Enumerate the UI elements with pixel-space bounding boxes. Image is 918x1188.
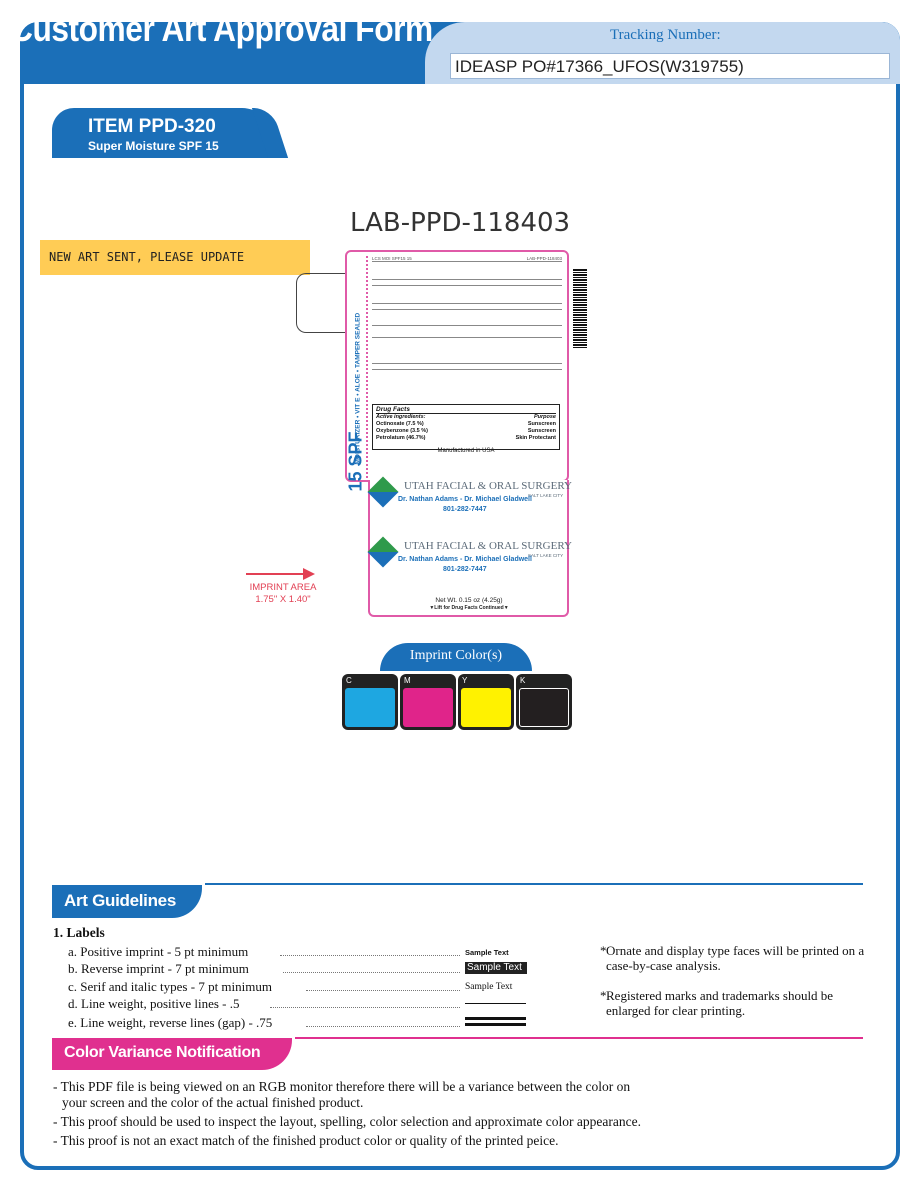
- drug-facts-box: [372, 404, 560, 450]
- form-title: Customer Art Approval Form: [10, 8, 433, 49]
- diamond-logo-icon: [367, 476, 398, 507]
- guideline-note: * Ornate and display type faces will be printed on a case-by-case analysis.: [600, 943, 865, 973]
- logo-phone: 801-282-7447: [443, 506, 487, 513]
- swatch-cyan: C: [342, 674, 398, 730]
- guideline-item: e. Line weight, reverse lines (gap) - .75: [68, 1015, 273, 1030]
- lift-instruction: ▼Lift for Drug Facts Continued▼: [429, 605, 509, 611]
- guidelines-title: Art Guidelines: [64, 891, 176, 910]
- color-variance-line: - This proof should be used to inspect the layout, spelling, color selection and approximate color appearance.: [53, 1114, 641, 1129]
- sample-thick-line: [465, 1023, 526, 1026]
- net-weight: Net Wt. 0.15 oz (4.25g): [435, 597, 503, 604]
- logo-name: UTAH FACIAL & ORAL SURGERY: [404, 480, 572, 492]
- sample-positive: Sample Text: [465, 948, 509, 957]
- sample-reverse: Sample Text: [465, 962, 527, 974]
- imprint-area-note: [228, 582, 338, 606]
- perforation-line: [366, 256, 370, 478]
- color-variance-rule: [295, 1037, 863, 1039]
- spf-vertical-text: MOISTURIZER • VIT E • ALOE • TAMPER SEALED: [354, 312, 362, 465]
- logo-name: UTAH FACIAL & ORAL SURGERY: [404, 540, 572, 552]
- notice-bracket: [296, 273, 346, 333]
- asterisk-icon: *: [600, 988, 607, 1003]
- drug-facts-row: Oxybenzone (3.5 %) Sunscreen: [376, 428, 556, 434]
- spf-big-text: 15 SPF: [345, 431, 366, 492]
- swatch-magenta: M: [400, 674, 456, 730]
- swatch-yellow: Y: [458, 674, 514, 730]
- label-lab-code: LAB-PPD-118403: [526, 256, 562, 261]
- label-fine-print: LCS MOI SPF15 15 LAB-PPD-118403: [372, 256, 562, 370]
- sample-serif: Sample Text: [465, 982, 513, 992]
- tracking-number-label: Tracking Number:: [610, 27, 721, 43]
- logo-city: SALT LAKE CITY: [528, 493, 564, 498]
- logo-city: SALT LAKE CITY: [528, 553, 564, 558]
- lab-code: LAB-PPD-118403: [350, 208, 571, 238]
- sample-thin-line: [465, 1003, 526, 1004]
- drug-facts-header-right: Purpose: [533, 414, 556, 420]
- manufactured-text: Manufactured in USA: [437, 448, 495, 454]
- logo-phone: 801-282-7447: [443, 566, 487, 573]
- tracking-number-field[interactable]: IDEASP PO#17366_UFOS(W319755): [450, 53, 890, 79]
- spf-strip: [345, 256, 366, 492]
- imprint-logo-1: [370, 477, 572, 525]
- drug-facts-title: Drug Facts: [376, 406, 556, 414]
- logo-doctors: Dr. Nathan Adams - Dr. Michael Gladwell: [398, 556, 532, 563]
- barcode-icon: [573, 268, 587, 348]
- imprint-area-size: 1.75" X 1.40": [255, 594, 311, 605]
- drug-facts-row: Octinoxate (7.5 %) Sunscreen: [376, 421, 556, 427]
- asterisk-icon: *: [600, 943, 607, 958]
- imprint-area-label: IMPRINT AREA: [249, 582, 317, 593]
- drug-facts-header-left: Active ingredients:: [376, 414, 426, 420]
- color-variance-line: - This PDF file is being viewed on an RGB monitor therefore there will be a variance between the color on: [53, 1079, 631, 1094]
- guideline-item: d. Line weight, positive lines - .5: [68, 996, 240, 1011]
- color-variance-line: - This proof is not an exact match of the finished product color or quality of the printed peice.: [53, 1133, 559, 1148]
- imprint-logo-2: [370, 537, 572, 585]
- arrow-right-icon: [246, 573, 306, 575]
- item-number: ITEM PPD-320: [88, 116, 216, 137]
- swatch-black: K: [516, 674, 572, 730]
- arrow-head-icon: [303, 568, 315, 580]
- guideline-note: * Registered marks and trademarks should be enlarged for clear printing.: [600, 988, 834, 1018]
- color-variance-title: Color Variance Notification: [64, 1044, 261, 1061]
- update-notice: NEW ART SENT, PLEASE UPDATE: [40, 240, 310, 275]
- guideline-item: c. Serif and italic types - 7 pt minimum: [68, 979, 272, 994]
- diamond-logo-icon: [367, 536, 398, 567]
- guideline-item: b. Reverse imprint - 7 pt minimum: [68, 961, 249, 976]
- logo-doctors: Dr. Nathan Adams - Dr. Michael Gladwell: [398, 496, 532, 503]
- labels-heading: 1. Labels: [53, 925, 105, 940]
- guideline-item: a. Positive imprint - 5 pt minimum: [68, 944, 249, 959]
- color-variance-line: your screen and the color of the actual finished product.: [62, 1095, 364, 1110]
- item-description: Super Moisture SPF 15: [88, 139, 219, 153]
- drug-facts-row: Petrolatum (46.7%) Skin Protectant: [376, 435, 556, 441]
- guidelines-rule: [205, 883, 863, 885]
- imprint-colors-title: Imprint Color(s): [409, 648, 503, 663]
- sample-thick-line: [465, 1017, 526, 1020]
